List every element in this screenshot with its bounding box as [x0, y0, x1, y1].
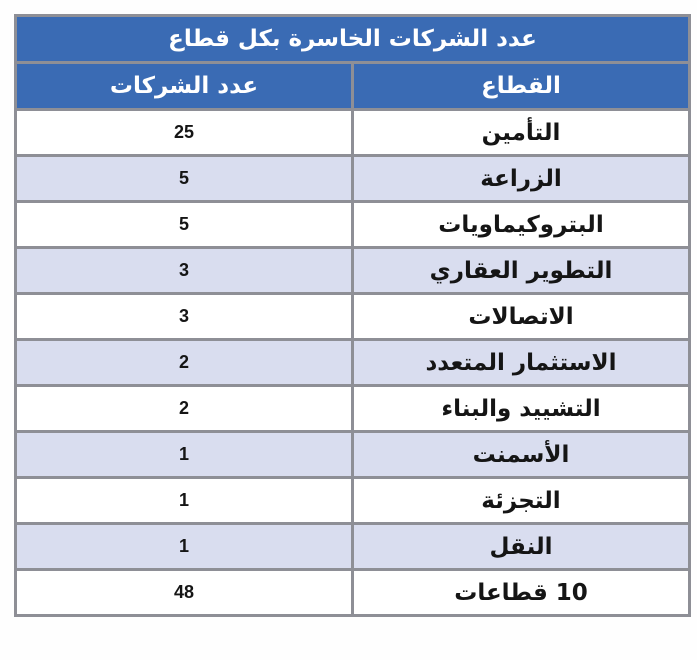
table-row	[16, 524, 690, 570]
table-row	[16, 478, 690, 524]
company-count-cell: 1	[16, 524, 353, 570]
column-header-sector: القطاع	[353, 63, 690, 110]
table-header-row	[16, 63, 690, 110]
company-count-cell: 3	[16, 248, 353, 294]
table-row	[16, 202, 690, 248]
sector-name-cell: 10 قطاعات	[353, 570, 690, 616]
company-count-cell: 5	[16, 156, 353, 202]
company-count-cell: 2	[16, 340, 353, 386]
table-row	[16, 386, 690, 432]
company-count-cell: 1	[16, 478, 353, 524]
sector-name-cell: البتروكيماويات	[353, 202, 690, 248]
table-row	[16, 248, 690, 294]
company-count-cell: 1	[16, 432, 353, 478]
sector-name-cell: التشييد والبناء	[353, 386, 690, 432]
sector-name-cell: النقل	[353, 524, 690, 570]
sector-name-cell: الأسمنت	[353, 432, 690, 478]
company-count-cell: 2	[16, 386, 353, 432]
sector-name-cell: التطوير العقاري	[353, 248, 690, 294]
sector-name-cell: التأمين	[353, 110, 690, 156]
sector-name-cell: الاستثمار المتعدد	[353, 340, 690, 386]
losing-companies-table	[14, 14, 691, 617]
table-row	[16, 570, 690, 616]
sector-name-cell: الزراعة	[353, 156, 690, 202]
company-count-cell: 48	[16, 570, 353, 616]
column-header-count: عدد الشركات	[16, 63, 353, 110]
table-title-row	[16, 16, 690, 63]
table-row	[16, 294, 690, 340]
table-row	[16, 340, 690, 386]
company-count-cell: 25	[16, 110, 353, 156]
sector-name-cell: الاتصالات	[353, 294, 690, 340]
table-row	[16, 110, 690, 156]
sector-name-cell: التجزئة	[353, 478, 690, 524]
table-row	[16, 156, 690, 202]
table-title: عدد الشركات الخاسرة بكل قطاع	[16, 16, 690, 63]
table-row	[16, 432, 690, 478]
company-count-cell: 3	[16, 294, 353, 340]
company-count-cell: 5	[16, 202, 353, 248]
table-body	[16, 16, 690, 616]
